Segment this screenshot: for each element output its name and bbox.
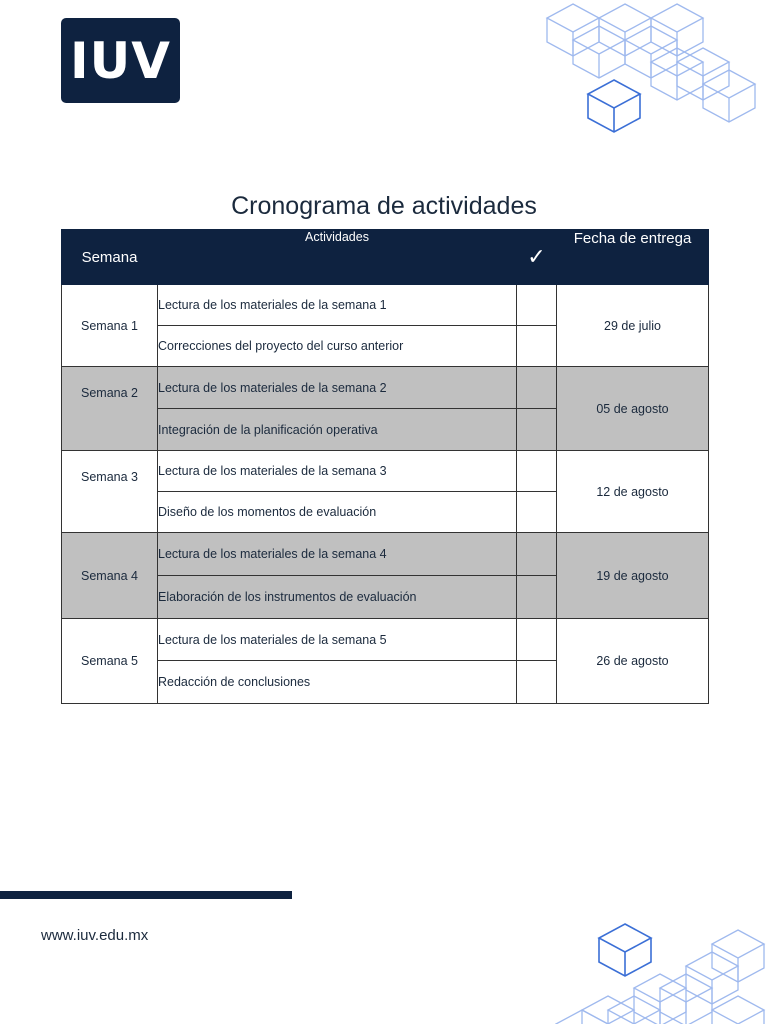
week-cell: Semana 4 (62, 533, 158, 619)
week-cell: Semana 1 (62, 285, 158, 367)
activity-checkbox[interactable] (517, 661, 557, 704)
delivery-date-cell: 29 de julio (557, 285, 709, 367)
page-title: Cronograma de actividades (231, 191, 537, 220)
delivery-date-cell: 05 de agosto (557, 367, 709, 451)
table-row (62, 285, 709, 326)
activity-checkbox[interactable] (517, 492, 557, 533)
activity-cell: Lectura de los materiales de la semana 2 (158, 367, 517, 409)
schedule-table (61, 229, 709, 704)
activity-cell: Lectura de los materiales de la semana 3 (158, 451, 517, 492)
table-header-row (62, 230, 709, 285)
activity-cell: Elaboración de los instrumentos de evaluación (158, 576, 517, 619)
header-week: Semana (62, 230, 158, 285)
activity-cell: Integración de la planificación operativa (158, 409, 517, 451)
table-row (62, 533, 709, 576)
activity-cell: Correcciones del proyecto del curso anterior (158, 326, 517, 367)
activity-checkbox[interactable] (517, 409, 557, 451)
header-check-icon: ✓ (517, 230, 557, 285)
activity-cell: Lectura de los materiales de la semana 1 (158, 285, 517, 326)
decorative-cubes-icon (540, 0, 768, 140)
activity-checkbox[interactable] (517, 326, 557, 367)
activity-cell: Redacción de conclusiones (158, 661, 517, 704)
logo-text: IUV (70, 31, 171, 90)
activity-cell: Lectura de los materiales de la semana 4 (158, 533, 517, 576)
delivery-date-cell: 19 de agosto (557, 533, 709, 619)
footer-website-link[interactable]: www.iuv.edu.mx (41, 927, 149, 944)
decorative-cubes-icon (555, 920, 768, 1024)
activity-cell: Lectura de los materiales de la semana 5 (158, 619, 517, 661)
activity-checkbox[interactable] (517, 285, 557, 326)
activity-cell: Diseño de los momentos de evaluación (158, 492, 517, 533)
activity-checkbox[interactable] (517, 451, 557, 492)
week-cell: Semana 5 (62, 619, 158, 704)
activity-checkbox[interactable] (517, 576, 557, 619)
table-row (62, 619, 709, 661)
footer-accent-bar (0, 891, 292, 899)
week-cell: Semana 3 (62, 451, 158, 533)
delivery-date-cell: 12 de agosto (557, 451, 709, 533)
iuv-logo (61, 18, 180, 103)
delivery-date-cell: 26 de agosto (557, 619, 709, 704)
table-row (62, 367, 709, 409)
week-cell: Semana 2 (62, 367, 158, 451)
table-row (62, 451, 709, 492)
header-delivery-date: Fecha de entrega (557, 230, 709, 285)
activity-checkbox[interactable] (517, 367, 557, 409)
activity-checkbox[interactable] (517, 619, 557, 661)
activity-checkbox[interactable] (517, 533, 557, 576)
header-activities: Actividades (158, 230, 517, 285)
